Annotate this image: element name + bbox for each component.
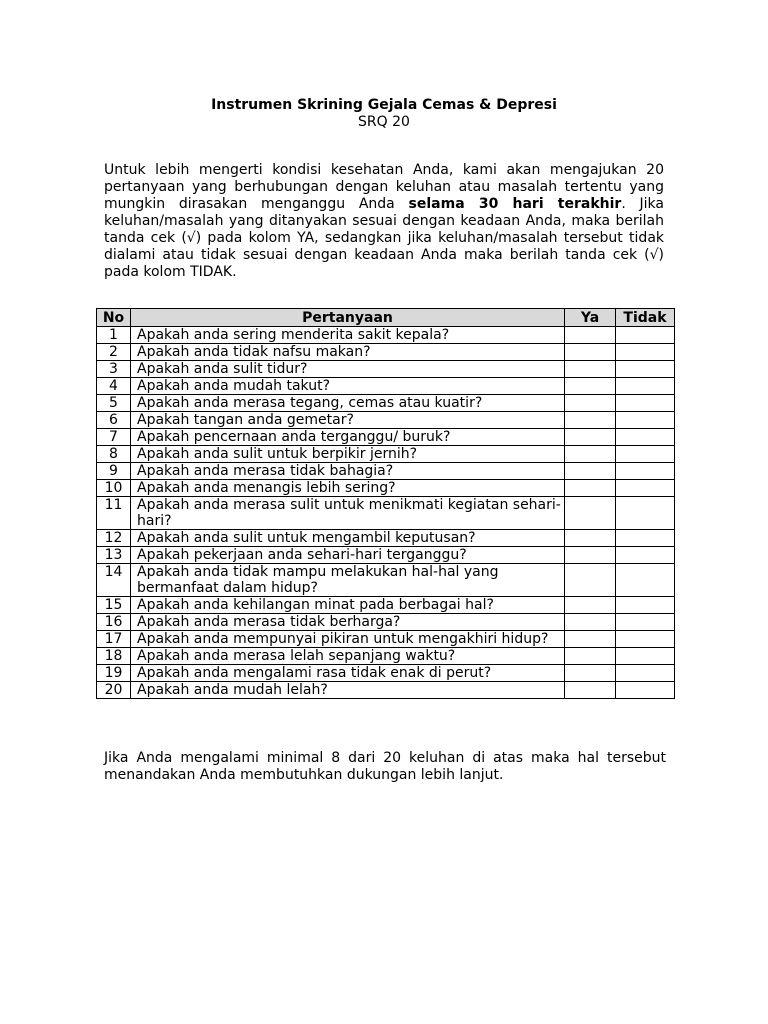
intro-text-start: Untuk lebih mengerti kondisi kesehatan Anda, kami akan mengajukan 20 pertanyaan yang berhubungan dengan keluhan atau masalah tertentu yang mungkin dirasakan menganggu Anda [104, 162, 664, 212]
intro-paragraph [104, 162, 664, 281]
answer-ya-cell[interactable] [565, 547, 616, 564]
answer-tidak-cell[interactable] [616, 497, 675, 530]
table-row [97, 480, 675, 497]
table-row [97, 665, 675, 682]
answer-tidak-cell[interactable] [616, 378, 675, 395]
answer-tidak-cell[interactable] [616, 530, 675, 547]
table-row [97, 597, 675, 614]
intro-text-bold: selama 30 hari terakhir [408, 196, 622, 212]
table-row [97, 327, 675, 344]
answer-tidak-cell[interactable] [616, 480, 675, 497]
answer-ya-cell[interactable] [565, 361, 616, 378]
answer-ya-cell[interactable] [565, 631, 616, 648]
row-number: 11 [97, 497, 131, 530]
answer-tidak-cell[interactable] [616, 344, 675, 361]
answer-ya-cell[interactable] [565, 530, 616, 547]
row-question: Apakah anda mudah lelah? [131, 682, 565, 699]
row-number: 3 [97, 361, 131, 378]
answer-tidak-cell[interactable] [616, 446, 675, 463]
questionnaire-table [96, 308, 675, 699]
row-number: 6 [97, 412, 131, 429]
table-row [97, 564, 675, 597]
row-question: Apakah anda kehilangan minat pada berbagai hal? [131, 597, 565, 614]
row-number: 5 [97, 395, 131, 412]
answer-ya-cell[interactable] [565, 480, 616, 497]
table-row [97, 631, 675, 648]
answer-tidak-cell[interactable] [616, 412, 675, 429]
header-ya: Ya [565, 309, 616, 327]
answer-ya-cell[interactable] [565, 665, 616, 682]
answer-ya-cell[interactable] [565, 564, 616, 597]
table-row [97, 446, 675, 463]
table-row [97, 412, 675, 429]
row-number: 16 [97, 614, 131, 631]
table-row [97, 463, 675, 480]
row-question: Apakah anda merasa lelah sepanjang waktu? [131, 648, 565, 665]
table-row [97, 497, 675, 530]
row-question: Apakah anda sulit untuk berpikir jernih? [131, 446, 565, 463]
answer-tidak-cell[interactable] [616, 547, 675, 564]
row-number: 2 [97, 344, 131, 361]
row-question: Apakah anda menangis lebih sering? [131, 480, 565, 497]
document-subtitle: SRQ 20 [358, 114, 410, 130]
answer-ya-cell[interactable] [565, 463, 616, 480]
answer-tidak-cell[interactable] [616, 361, 675, 378]
row-question: Apakah pencernaan anda terganggu/ buruk? [131, 429, 565, 446]
row-question: Apakah anda merasa tidak bahagia? [131, 463, 565, 480]
row-question: Apakah anda sulit tidur? [131, 361, 565, 378]
answer-tidak-cell[interactable] [616, 614, 675, 631]
row-question: Apakah anda merasa tidak berharga? [131, 614, 565, 631]
row-number: 4 [97, 378, 131, 395]
table-row [97, 530, 675, 547]
row-question: Apakah tangan anda gemetar? [131, 412, 565, 429]
answer-tidak-cell[interactable] [616, 564, 675, 597]
row-question: Apakah anda mengalami rasa tidak enak di perut? [131, 665, 565, 682]
table-row [97, 648, 675, 665]
table-row [97, 395, 675, 412]
row-question: Apakah anda tidak mampu melakukan hal-hal yang bermanfaat dalam hidup? [131, 564, 565, 597]
row-question: Apakah anda mudah takut? [131, 378, 565, 395]
row-question: Apakah anda merasa sulit untuk menikmati kegiatan sehari-hari? [131, 497, 565, 530]
answer-tidak-cell[interactable] [616, 682, 675, 699]
answer-ya-cell[interactable] [565, 648, 616, 665]
row-number: 20 [97, 682, 131, 699]
answer-ya-cell[interactable] [565, 327, 616, 344]
answer-tidak-cell[interactable] [616, 665, 675, 682]
answer-ya-cell[interactable] [565, 395, 616, 412]
table-row [97, 614, 675, 631]
table-row [97, 378, 675, 395]
answer-ya-cell[interactable] [565, 497, 616, 530]
row-number: 14 [97, 564, 131, 597]
answer-tidak-cell[interactable] [616, 463, 675, 480]
row-number: 7 [97, 429, 131, 446]
table-row [97, 682, 675, 699]
answer-ya-cell[interactable] [565, 597, 616, 614]
table-row [97, 429, 675, 446]
row-number: 13 [97, 547, 131, 564]
answer-ya-cell[interactable] [565, 682, 616, 699]
table-header-row [97, 309, 675, 327]
row-number: 1 [97, 327, 131, 344]
table-row [97, 361, 675, 378]
row-number: 19 [97, 665, 131, 682]
row-number: 9 [97, 463, 131, 480]
row-question: Apakah anda sulit untuk mengambil keputusan? [131, 530, 565, 547]
row-question: Apakah anda merasa tegang, cemas atau kuatir? [131, 395, 565, 412]
answer-ya-cell[interactable] [565, 614, 616, 631]
intro-text-end: . Jika keluhan/masalah yang ditanyakan sesuai dengan keadaan Anda, maka berilah tanda cek (√) pada kolom YA, sedangkan jika keluhan/masalah tersebut tidak dialami atau tidak sesuai dengan keadaan Anda maka berilah tanda cek (√) pada kolom TIDAK. [104, 196, 665, 280]
footer-note: Jika Anda mengalami minimal 8 dari 20 keluhan di atas maka hal tersebut menandakan Anda membutuhkan dukungan lebih lanjut. [104, 750, 666, 783]
answer-tidak-cell[interactable] [616, 395, 675, 412]
row-number: 17 [97, 631, 131, 648]
header-tidak: Tidak [616, 309, 675, 327]
table-row [97, 344, 675, 361]
answer-tidak-cell[interactable] [616, 648, 675, 665]
answer-tidak-cell[interactable] [616, 597, 675, 614]
answer-ya-cell[interactable] [565, 378, 616, 395]
answer-ya-cell[interactable] [565, 412, 616, 429]
answer-ya-cell[interactable] [565, 446, 616, 463]
answer-ya-cell[interactable] [565, 344, 616, 361]
row-number: 15 [97, 597, 131, 614]
row-number: 8 [97, 446, 131, 463]
answer-ya-cell[interactable] [565, 429, 616, 446]
document-title: Instrumen Skrining Gejala Cemas & Depresi [211, 97, 557, 113]
row-number: 12 [97, 530, 131, 547]
row-number: 18 [97, 648, 131, 665]
header-question: Pertanyaan [131, 309, 565, 327]
table-row [97, 547, 675, 564]
answer-tidak-cell[interactable] [616, 327, 675, 344]
row-question: Apakah anda tidak nafsu makan? [131, 344, 565, 361]
row-question: Apakah anda sering menderita sakit kepala? [131, 327, 565, 344]
answer-tidak-cell[interactable] [616, 631, 675, 648]
answer-tidak-cell[interactable] [616, 429, 675, 446]
row-question: Apakah pekerjaan anda sehari-hari terganggu? [131, 547, 565, 564]
row-question: Apakah anda mempunyai pikiran untuk mengakhiri hidup? [131, 631, 565, 648]
row-number: 10 [97, 480, 131, 497]
header-no: No [97, 309, 131, 327]
